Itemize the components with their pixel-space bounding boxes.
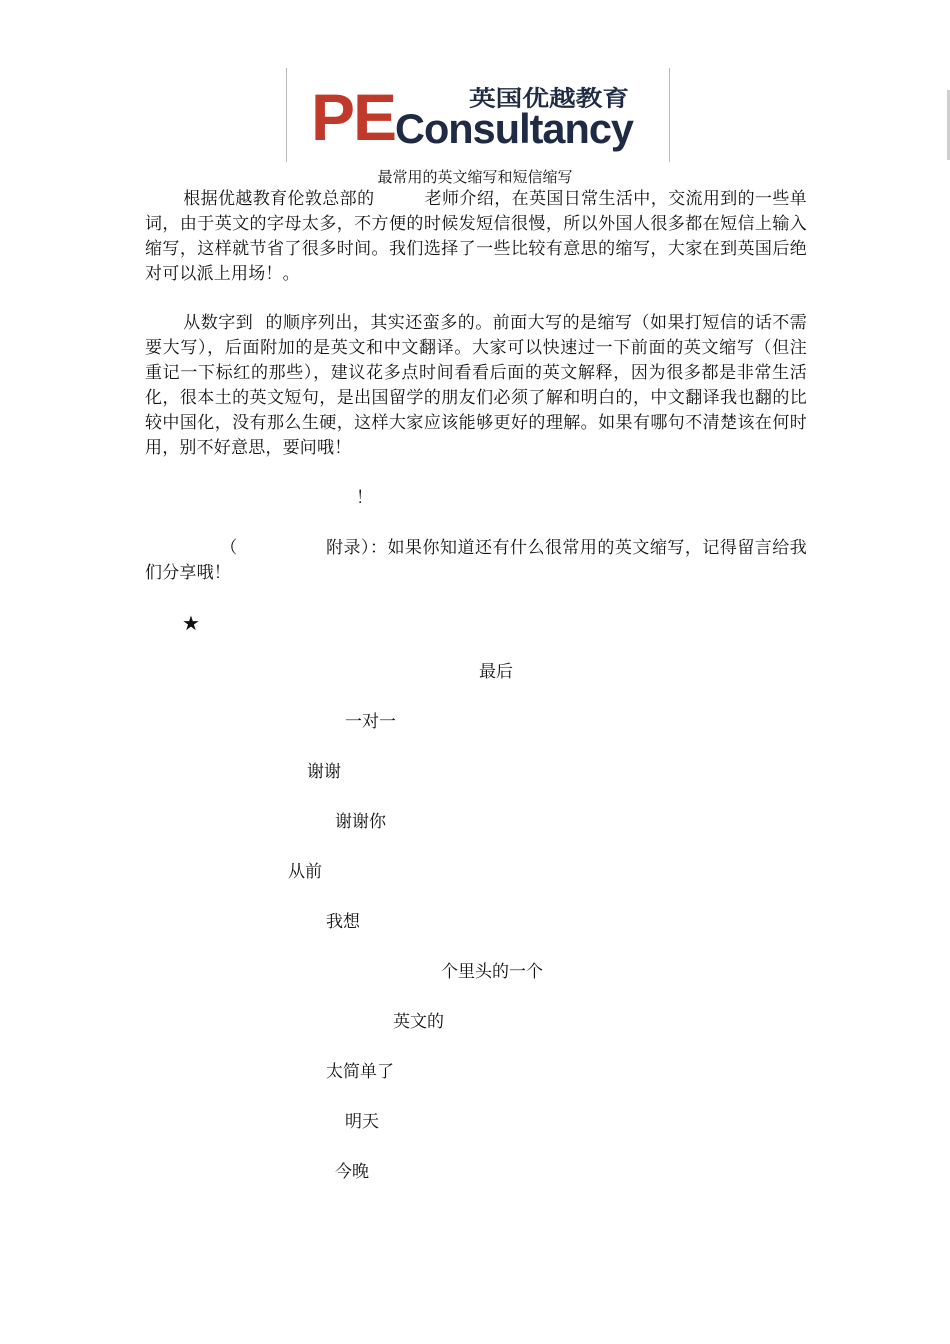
star-icon: ★ xyxy=(182,611,200,635)
list-item: 明天 xyxy=(345,1112,379,1132)
exclaim-line: ！ xyxy=(356,488,373,508)
logo-cn-text: 英国优越教育 xyxy=(469,87,602,112)
order-text-2: 的顺序列出，其实还蛮多的。前面大写的是缩写（如果打短信的话不需要大写），后面附加的是英文和中文翻译。大家可以快速过一下前面的英文缩写（但注重记一下标红的那些），建议花多点时间看看后面的英文解释，因为很多都是非常生活化，很本土的英文短句，是出国留学的朋友们必须了解和明白的，中文翻译我也翻的比较中国化，没有那么生硬，这样大家应该能够更好的理解。如果有哪句不清楚该在何时用，别不好意思，要问哦！ xyxy=(145,313,807,458)
list-item: 英文的 xyxy=(393,1012,444,1032)
list-item: 从前 xyxy=(288,862,322,882)
logo-banner xyxy=(286,68,670,162)
list-item: 今晚 xyxy=(335,1162,369,1182)
appendix-paragraph xyxy=(145,536,807,586)
appendix-open-paren: （ xyxy=(220,538,238,558)
order-text-1: 从数字到 xyxy=(183,313,254,333)
order-paragraph xyxy=(145,311,807,461)
list-item: 太简单了 xyxy=(326,1062,394,1082)
list-item: 谢谢 xyxy=(307,762,341,782)
logo-pe-text: PE xyxy=(311,80,396,154)
list-item: 个里头的一个 xyxy=(441,962,543,982)
intro-text-2: 老师介绍，在英国日常生活中，交流用到的一些单词，由于英文的字母太多，不方便的时候发短信很慢，所以外国人很多都在短信上输入缩写，这样就节省了很多时间。我们选择了一些比较有意思的缩写，大家在到英国后绝对可以派上用场！。 xyxy=(145,189,808,284)
pe-consultancy-logo xyxy=(287,68,669,162)
list-item: 谢谢你 xyxy=(335,812,386,832)
intro-paragraph xyxy=(145,187,807,287)
list-item: 我想 xyxy=(326,912,360,932)
appendix-text: 附录）：如果你知道还有什么很常用的英文缩写，记得留言给我们分享哦！ xyxy=(145,538,807,583)
list-item: 最后 xyxy=(479,662,513,682)
document-title: 最常用的英文缩写和短信缩写 xyxy=(377,168,573,186)
list-item: 一对一 xyxy=(345,712,396,732)
intro-text-1: 根据优越教育伦敦总部的 xyxy=(183,189,375,209)
logo-consultancy-text: Consultancy xyxy=(395,105,635,152)
